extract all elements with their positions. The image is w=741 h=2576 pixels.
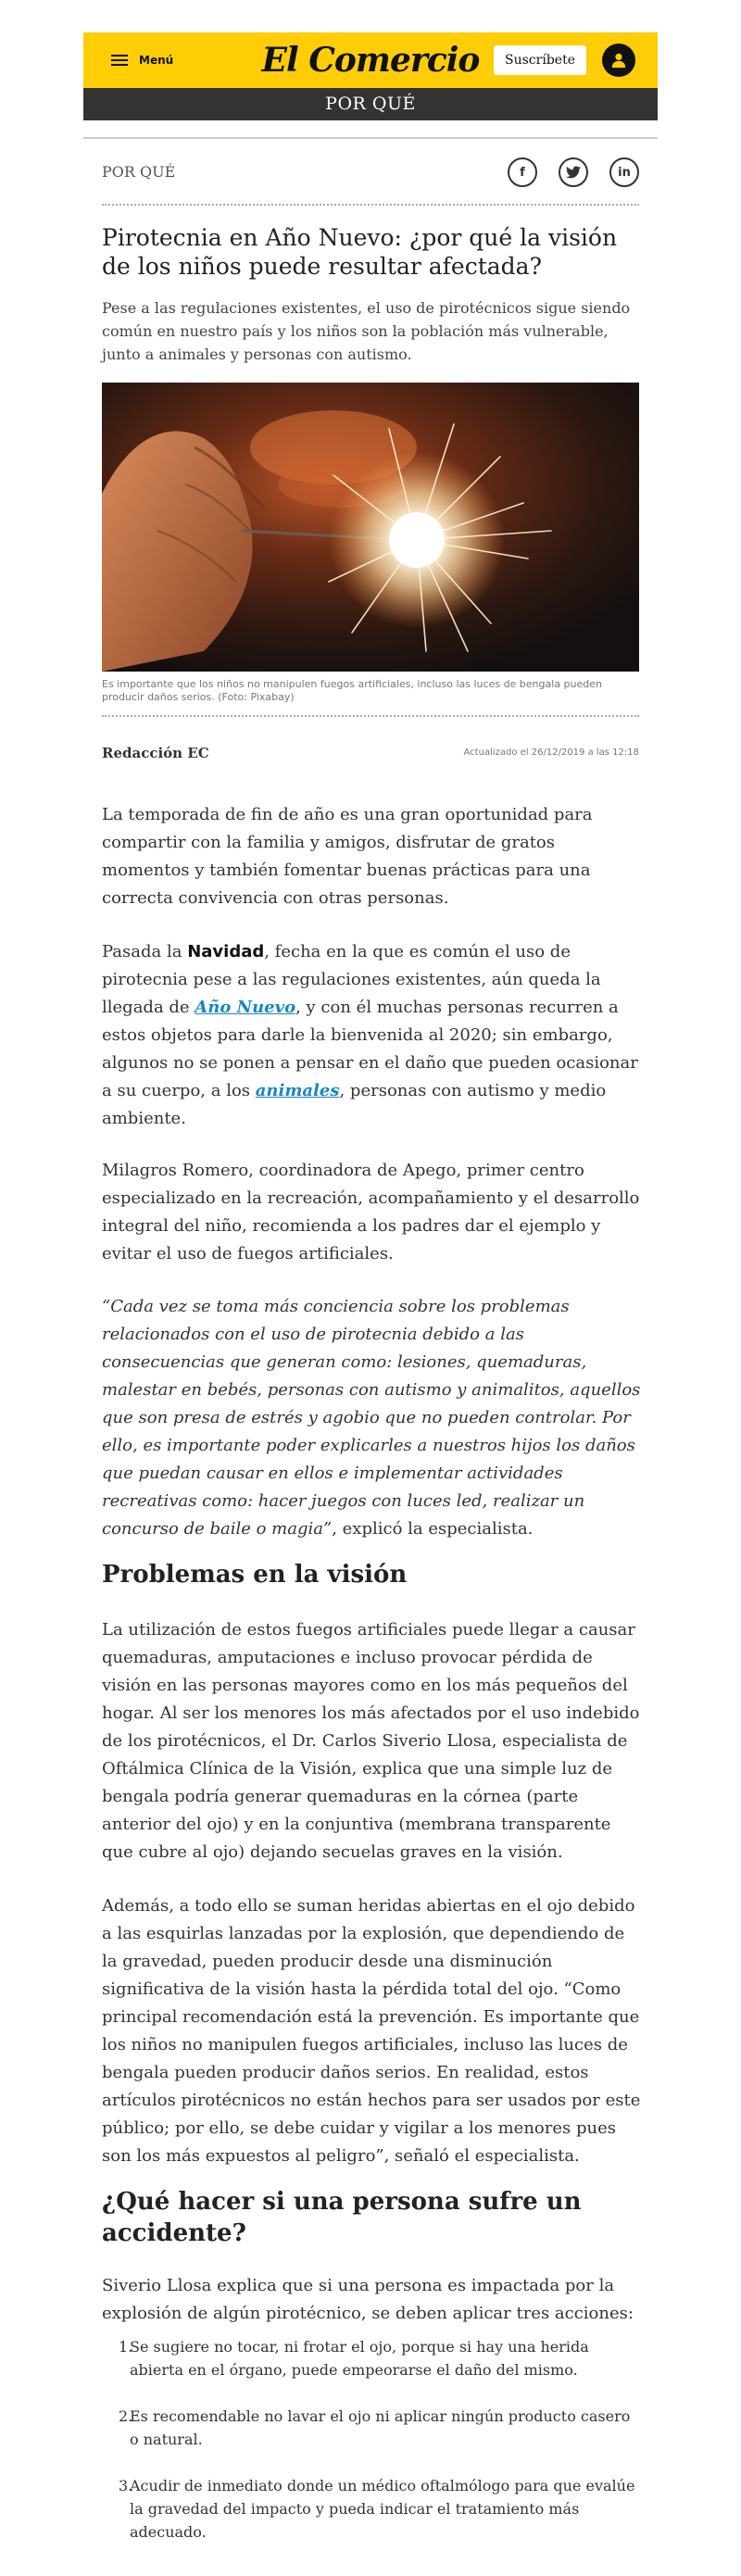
section-heading: ¿Qué hacer si una persona sufre un accidente?	[102, 2188, 582, 2247]
byline-row	[102, 741, 639, 763]
user-account-button[interactable]	[602, 44, 635, 77]
quote-attribution: , explicó la especialista.	[332, 1519, 534, 1539]
quote-text: “Cada vez se toma más conciencia sobre los problemas relacionados con el uso de pirotecnia debido a las consecuencias que generan como: lesiones, quemaduras, malestar en bebés, personas con autismo y animalitos, aquellos que son presa de estrés y agobio que no pueden controlar. Por ello, es importante poder explicarles a nuestros hijos los daños que puedan causar en ellos e implementar actividades recreativas como: hacer juegos con luces led, realizar un concurso de baile o magia”	[102, 1297, 641, 1539]
twitter-icon	[566, 166, 581, 179]
divider	[102, 715, 639, 717]
animales-link[interactable]: animales	[255, 1081, 340, 1100]
menu-label: Menú	[139, 54, 174, 67]
list-text: Se sugiere no tocar, ni frotar el ojo, porque si hay una herida abierta en el órgano, puede empeorarse el daño del mismo.	[130, 2338, 589, 2379]
body-paragraph: Milagros Romero, coordinadora de Apego, primer centro especializado en la recreación, acompañamiento y el desarrollo integral del niño, recomienda a los padres dar el ejemplo y evitar el uso de fuegos artificiales.	[102, 1161, 640, 1263]
section-label[interactable]: POR QUÉ	[102, 163, 176, 181]
text-run: , fecha en la que es común el uso de pirotecnia pese a las regulaciones existentes, aún queda la llegada de	[102, 942, 601, 1017]
updated-timestamp: Actualizado el 26/12/2019 a las 12:18	[463, 748, 639, 758]
text-run: , y con él muchas personas recurren a estos objetos para darle la bienvenida al 2020; sin embargo, algunos no se ponen a pensar en el daño que pueden ocasionar a su cuerpo, a los	[102, 998, 638, 1100]
divider	[83, 137, 658, 139]
user-icon	[610, 52, 627, 69]
linkedin-icon: in	[618, 165, 631, 180]
facebook-share-button[interactable]	[508, 157, 537, 187]
body-paragraph: Además, a todo ello se suman heridas abiertas en el ojo debido a las esquirlas lanzadas por la explosión, que dependiendo de la gravedad, pueden producir desde una disminución significativa de la visión hasta la pérdida total del ojo. “Como principal recomendación está la prevención. Es importante que los niños no manipulen fuegos artificiales, incluso las luces de bengala pueden producir daños serios. En realidad, estos artículos pirotécnicos no están hechos para ser usados por este público; por ello, se debe cuidar y vigilar a los menores pues son los más expuestos al peligro”, señaló el especialista.	[102, 1896, 641, 2166]
author-byline[interactable]: Redacción EC	[102, 745, 209, 761]
body-paragraph: La temporada de fin de año es una gran oportunidad para compartir con la familia y amigos, disfrutar de gratos momentos y también fomentar buenas prácticas para una correcta convivencia con otras personas.	[102, 805, 593, 908]
text-run: Pasada la	[102, 942, 188, 961]
quote-paragraph	[102, 1293, 644, 1543]
article-title: Pirotecnia en Año Nuevo: ¿por qué la visión de los niños puede resultar afectada?	[102, 224, 618, 280]
section-banner[interactable]: POR QUÉ	[83, 88, 658, 120]
list-number: 3.	[119, 2477, 133, 2494]
section-heading: Problemas en la visión	[102, 1561, 408, 1589]
list-number: 1.	[119, 2338, 133, 2356]
image-caption: Es importante que los niños no manipulen fuegos artificiales, incluso las luces de bengala pueden producir daños serios. (Foto: Pixabay)	[102, 678, 602, 703]
list-text: Es recomendable no lavar el ojo ni aplicar ningún producto casero o natural.	[130, 2407, 631, 2448]
text-run: , personas con autismo y medio ambiente.	[102, 1081, 607, 1128]
divider	[102, 204, 639, 206]
subscribe-button[interactable]: Suscríbete	[494, 45, 586, 75]
twitter-share-button[interactable]	[559, 157, 588, 187]
body-paragraph: La utilización de estos fuegos artificiales puede llegar a causar quemaduras, amputaciones e incluso provocar pérdida de visión en las personas mayores como en los más pequeños del hogar. Al ser los menores los más afectados por el uso indebido de los pirotécnicos, el Dr. Carlos Siverio Llosa, especialista de Oftálmica Clínica de la Visión, explica que una simple luz de bengala podría generar quemaduras en la córnea (parte anterior del ojo) y en la conjuntiva (membrana transparente que cubre al ojo) dejando secuelas graves en la visión.	[102, 1620, 640, 1862]
article-subtitle: Pese a las regulaciones existentes, el uso de pirotécnicos sigue siendo común en nuestro país y los niños son la población más vulnerable, junto a animales y personas con autismo.	[102, 299, 631, 363]
site-logo[interactable]: El Comercio	[261, 41, 480, 80]
navidad-bold: Navidad	[187, 942, 265, 961]
facebook-icon: f	[520, 165, 525, 180]
site-header	[83, 32, 658, 88]
sparkler-photo	[102, 383, 639, 672]
list-text: Acudir de inmediato donde un médico oftalmólogo para que evalúe la gravedad del impacto y pueda indicar el tratamiento más adecuado.	[130, 2477, 635, 2541]
linkedin-share-button[interactable]	[609, 157, 639, 187]
menu-button[interactable]	[111, 54, 173, 67]
article-section-row	[102, 156, 639, 189]
ano-nuevo-link[interactable]: Año Nuevo	[195, 998, 296, 1017]
hamburger-icon	[111, 55, 128, 66]
list-number: 2.	[119, 2407, 133, 2425]
body-paragraph: Siverio Llosa explica que si una persona es impactada por la explosión de algún pirotécnico, se deben aplicar tres acciones:	[102, 2276, 634, 2323]
hero-image[interactable]	[102, 383, 639, 672]
body-paragraph	[102, 938, 644, 1133]
